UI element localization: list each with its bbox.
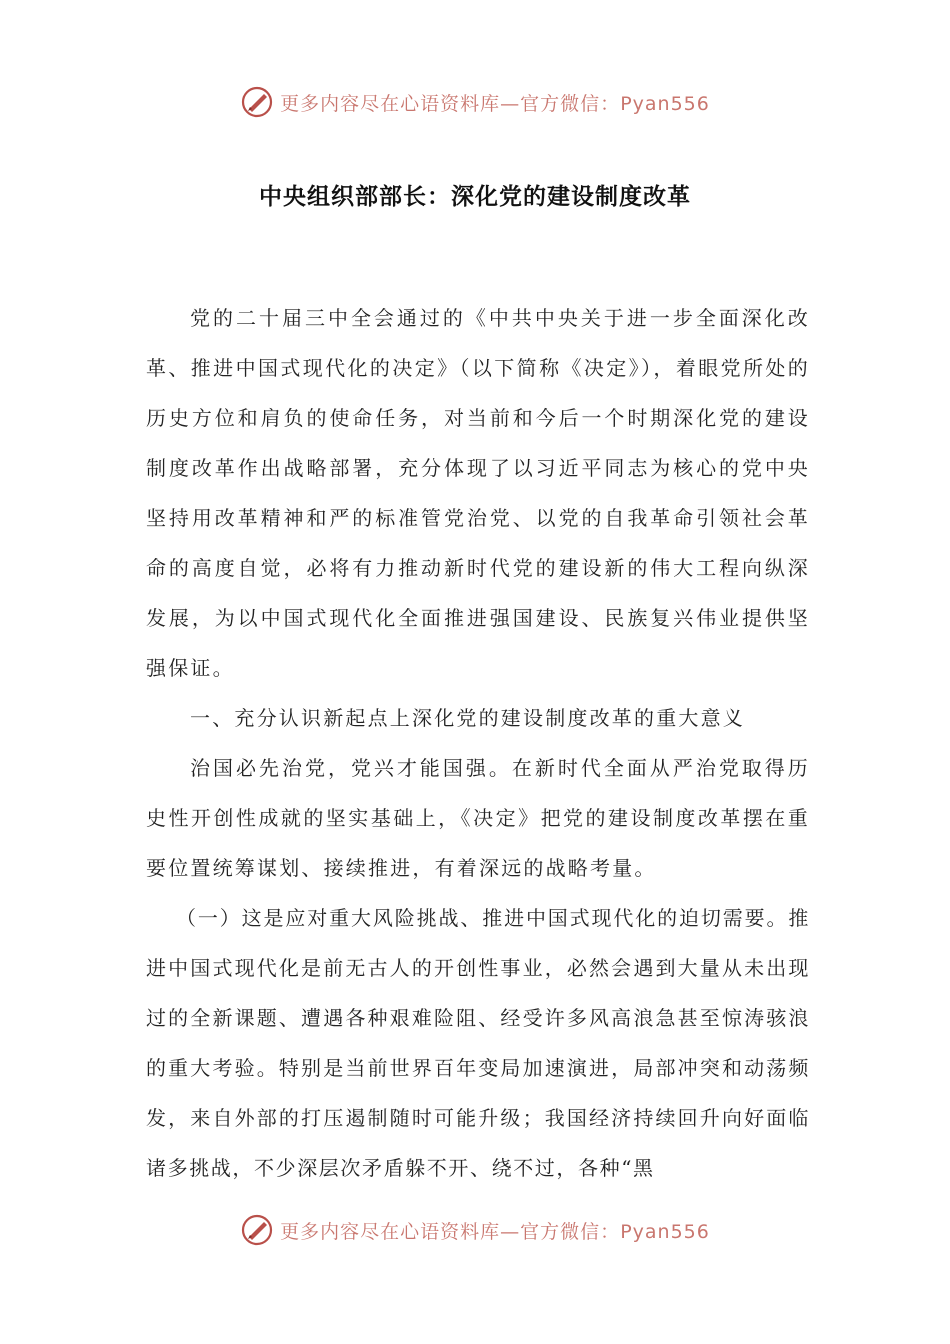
watermark-wechat-label: 官方微信： bbox=[520, 92, 621, 115]
pen-logo-icon bbox=[240, 85, 274, 119]
section-heading-1: 一、充分认识新起点上深化党的建设制度改革的重大意义 bbox=[190, 706, 745, 730]
watermark-banner-bottom bbox=[0, 1208, 950, 1252]
document-title: 中央组织部部长：深化党的建设制度改革 bbox=[259, 184, 691, 210]
paragraph-subsection-1: （一）这是应对重大风险挑战、推进中国式现代化的迫切需要。推进中国式现代化是前无古人的开创性事业，必然会遇到大量从未出现过的全新课题、遭遇各种艰难险阻、经受许多风高浪急甚至惊涛骇浪的重大考验。特别是当前世界百年变局加速演进，局部冲突和动荡频发，来自外部的打压遏制随时可能升级；我国经济持续回升向好面临诸多挑战，不少深层次矛盾躲不开、绕不过，各种“黑 bbox=[146, 906, 810, 1180]
watermark-wechat-id: Pyan556 bbox=[620, 1220, 710, 1243]
document-body bbox=[146, 293, 810, 1193]
pen-logo-icon bbox=[240, 1213, 274, 1247]
watermark-dash: — bbox=[500, 1220, 521, 1243]
watermark-dash: — bbox=[500, 92, 521, 115]
watermark-main: 更多内容尽在心语资料库 bbox=[280, 92, 501, 115]
watermark-wechat-id: Pyan556 bbox=[620, 92, 710, 115]
watermark-main: 更多内容尽在心语资料库 bbox=[280, 1220, 501, 1243]
watermark-text bbox=[280, 89, 710, 116]
paragraph-intro: 党的二十届三中全会通过的《中共中央关于进一步全面深化改革、推进中国式现代化的决定》（以下简称《决定》），着眼党所处的历史方位和肩负的使命任务，对当前和今后一个时期深化党的建设制度改革作出战略部署，充分体现了以习近平同志为核心的党中央坚持用改革精神和严的标准管党治党、以党的自我革命引领社会革命的高度自觉，必将有力推动新时代党的建设新的伟大工程向纵深发展，为以中国式现代化全面推进强国建设、民族复兴伟业提供坚强保证。 bbox=[146, 306, 810, 680]
watermark-wechat-label: 官方微信： bbox=[520, 1220, 621, 1243]
watermark-banner-top bbox=[0, 80, 950, 124]
watermark-text bbox=[280, 1217, 710, 1244]
paragraph-section-1: 治国必先治党，党兴才能国强。在新时代全面从严治党取得历史性开创性成就的坚实基础上，《决定》把党的建设制度改革摆在重要位置统筹谋划、接续推进，有着深远的战略考量。 bbox=[146, 756, 810, 880]
